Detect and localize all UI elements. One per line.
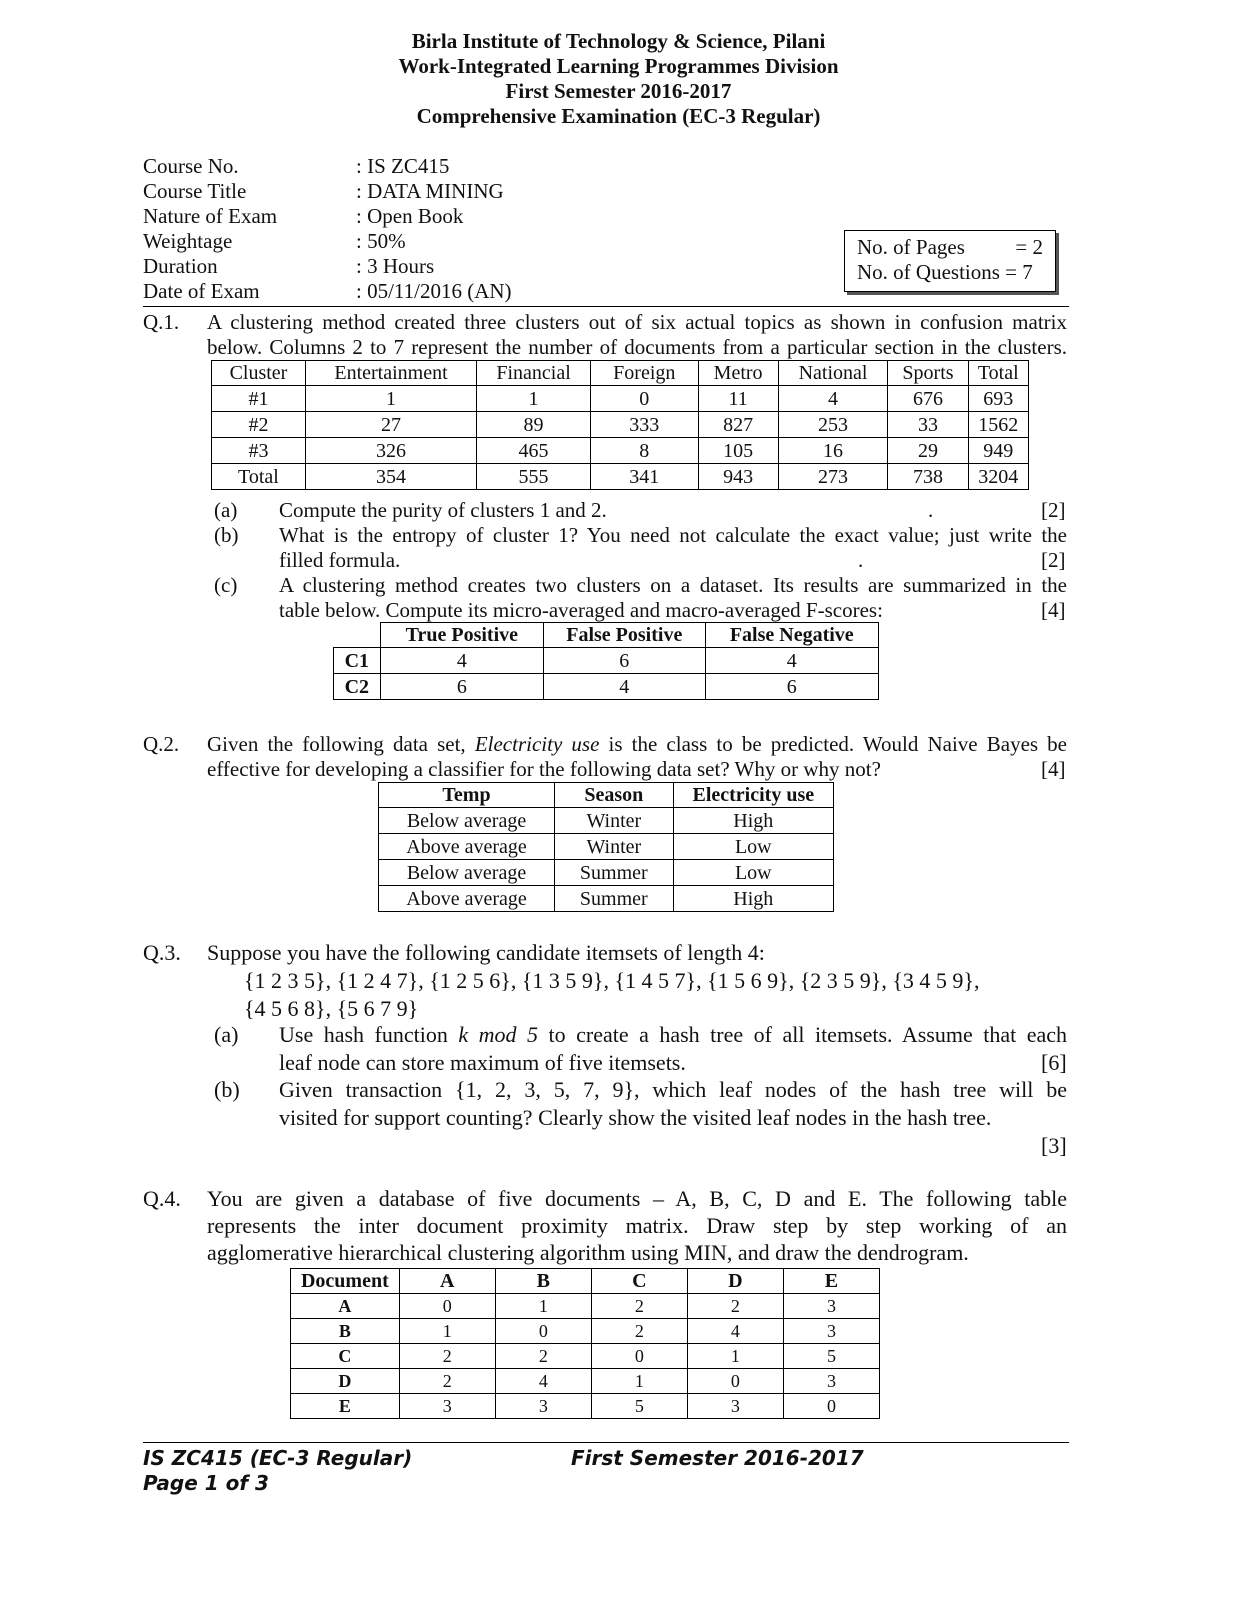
column-header: Foreign [590,361,698,386]
row-header-cell: Below average [379,860,555,886]
q4-line2: represents the inter document proximity matrix. Draw step by step working of an [207,1213,1067,1238]
table-cell: 1 [687,1344,783,1369]
row-header-cell: Below average [379,808,555,834]
table-row [291,1294,880,1319]
q3a-line1 [279,1022,1067,1047]
table-cell: 3 [783,1319,879,1344]
table-cell: 29 [888,438,968,464]
table-cell: 4 [495,1369,591,1394]
table-cell: 33 [888,412,968,438]
table-row [291,1369,880,1394]
table-cell: 4 [380,648,543,674]
table-cell: 949 [968,438,1028,464]
table-cell: 6 [380,674,543,700]
q1c-line2: table below. Compute its micro-averaged and macro-averaged F-scores: [279,598,883,622]
row-header-cell: Above average [379,834,555,860]
column-header: Electricity use [673,783,833,808]
q4-number: Q.4. [143,1186,181,1211]
q3-itemsets-2: {4 5 6 8}, {5 6 7 9} [244,996,419,1021]
info-row [143,229,643,254]
column-header: National [778,361,888,386]
table-cell: 8 [590,438,698,464]
table-cell: 0 [591,1344,687,1369]
table-cell: 89 [477,412,591,438]
column-header: Entertainment [305,361,476,386]
table-row [379,808,834,834]
row-header-cell: D [291,1369,400,1394]
row-header-cell: #3 [212,438,306,464]
table-cell: 1 [477,386,591,412]
q3a-line1-a: Use hash function [279,1022,459,1047]
q4-line1: You are given a database of five documents – A, B, C, D and E. The following table [207,1186,1067,1211]
info-row [143,204,643,229]
table-cell: Summer [555,860,674,886]
table-row [291,1394,880,1419]
q1c-label: (c) [214,573,238,597]
table-cell: 4 [778,386,888,412]
table-cell: 2 [591,1294,687,1319]
column-header: A [399,1269,495,1294]
q1a-text: Compute the purity of clusters 1 and 2. [279,498,607,522]
semester-title: First Semester 2016-2017 [505,79,732,103]
q3-line1: Suppose you have the following candidate itemsets of length 4: [207,940,765,965]
table-row [212,438,1029,464]
table-cell: 326 [305,438,476,464]
q1-number: Q.1. [143,310,180,334]
fscore-table-header [334,623,879,648]
q2-line1-b: is the class to be predicted. Would Naive Bayes be [599,732,1068,756]
info-value: : 50% [356,229,406,253]
table-cell: Summer [555,886,674,912]
q1b-line1: What is the entropy of cluster 1? You need not calculate the exact value; just write the [279,523,1067,547]
table-cell: 827 [698,412,778,438]
exam-title: Comprehensive Examination (EC-3 Regular) [416,104,821,128]
q1-line2: below. Columns 2 to 7 represent the number of documents from a particular section in the clusters. [207,335,1067,359]
q2-line1-a: Given the following data set, [207,732,475,756]
table-cell: 273 [778,464,888,490]
table-cell: 1 [495,1294,591,1319]
table-cell: Low [673,860,833,886]
column-header: Sports [888,361,968,386]
questions-label: No. of Questions = 7 [857,260,1033,284]
table-row [379,834,834,860]
table-cell: 2 [687,1294,783,1319]
table-cell: High [673,808,833,834]
column-header: Cluster [212,361,306,386]
table-cell: 0 [399,1294,495,1319]
table-cell: 555 [477,464,591,490]
q2-number: Q.2. [143,732,180,756]
table-cell: 0 [687,1369,783,1394]
fscore-table [333,622,879,700]
pages-value: = 2 [1015,235,1043,259]
column-header: Financial [477,361,591,386]
table-row [212,412,1029,438]
table-cell: 16 [778,438,888,464]
info-value: : IS ZC415 [356,154,450,178]
info-label: Nature of Exam [143,204,278,228]
table-row [212,464,1029,490]
q2-line1 [207,732,1067,757]
table-cell: 4 [544,674,705,700]
electricity-table [378,782,834,912]
row-header-cell: #1 [212,386,306,412]
proximity-matrix-table [290,1268,880,1419]
exam-header [0,29,1237,129]
info-value: : 3 Hours [356,254,435,278]
column-header: B [495,1269,591,1294]
table-cell: 2 [399,1344,495,1369]
table-cell: 11 [698,386,778,412]
table-cell: 738 [888,464,968,490]
row-header-cell: E [291,1394,400,1419]
q2-line2: effective for developing a classifier for the following data set? Why or why not? [207,757,881,781]
table-row [379,860,834,886]
q1b-dot: . [858,548,864,572]
table-cell: 3 [783,1369,879,1394]
confusion-matrix-table [211,360,1029,490]
info-label: Duration [143,254,218,278]
column-header: E [783,1269,879,1294]
q3b-line2: visited for support counting? Clearly show the visited leaf nodes in the hash tree. [279,1105,992,1130]
q1-line1: A clustering method created three clusters out of six actual topics as shown in confusion matrix [207,310,1067,334]
column-header: Season [555,783,674,808]
table-cell: 3 [399,1394,495,1419]
column-header: Temp [379,783,555,808]
info-row [143,279,643,304]
table-cell: 1 [591,1369,687,1394]
table-cell: 465 [477,438,591,464]
q3b-marks: [3] [1041,1133,1067,1158]
table-cell: High [673,886,833,912]
table-cell: 333 [590,412,698,438]
table-cell: 943 [698,464,778,490]
table-cell: 4 [705,648,879,674]
table-cell: 3 [495,1394,591,1419]
table-cell: Low [673,834,833,860]
info-row [143,179,643,204]
table-row [379,886,834,912]
table-cell: Winter [555,834,674,860]
row-header-cell: Total [212,464,306,490]
row-header-cell: B [291,1319,400,1344]
q1b-marks: [2] [1041,548,1066,572]
table-row [212,386,1029,412]
q3-number: Q.3. [143,940,181,965]
table-cell: 2 [591,1319,687,1344]
column-header: Total [968,361,1028,386]
table-cell: 5 [783,1344,879,1369]
q3a-marks: [6] [1041,1050,1067,1075]
table-cell: 1 [305,386,476,412]
q3-itemsets-1: {1 2 3 5}, {1 2 4 7}, {1 2 5 6}, {1 3 5 9}, {1 4 5 7}, {1 5 6 9}, {2 3 5 9}, {3 4 5 9}, [244,968,980,993]
column-header: Document [291,1269,400,1294]
course-info [143,154,643,304]
q3a-hash-function: k mod 5 [458,1022,538,1047]
table-cell: 253 [778,412,888,438]
footer-course: IS ZC415 (EC-3 Regular) [143,1446,413,1470]
q1a-label: (a) [214,498,238,522]
table-cell: 676 [888,386,968,412]
column-header: False Positive [544,623,705,648]
row-header-cell: C [291,1344,400,1369]
table-row [334,648,879,674]
table-cell: 2 [495,1344,591,1369]
q1c-line1: A clustering method creates two clusters on a dataset. Its results are summarized in the [279,573,1067,597]
table-cell: 0 [590,386,698,412]
column-header: D [687,1269,783,1294]
table-cell: 693 [968,386,1028,412]
table-cell: 3 [687,1394,783,1419]
electricity-table-header [379,783,834,808]
table-cell: 27 [305,412,476,438]
proximity-matrix-header [291,1269,880,1294]
table-row [291,1319,880,1344]
column-header: True Positive [380,623,543,648]
table-cell: 1562 [968,412,1028,438]
row-header-cell: Above average [379,886,555,912]
table-cell: 1 [399,1319,495,1344]
q3b-line1: Given transaction {1, 2, 3, 5, 7, 9}, which leaf nodes of the hash tree will be [279,1077,1067,1102]
q3b-label: (b) [214,1077,240,1102]
info-value: : Open Book [356,204,464,228]
table-cell: 354 [305,464,476,490]
column-header: False Negative [705,623,879,648]
footer-semester: First Semester 2016-2017 [571,1446,864,1470]
table-cell: 0 [495,1319,591,1344]
table-row [334,674,879,700]
table-cell: Winter [555,808,674,834]
table-cell: 4 [687,1319,783,1344]
row-header-cell: C2 [334,674,381,700]
q3a-line2: leaf node can store maximum of five itemsets. [279,1050,686,1075]
q1b-label: (b) [214,523,239,547]
q1b-line2: filled formula. [279,548,401,572]
table-cell: 3 [783,1294,879,1319]
row-header-cell: A [291,1294,400,1319]
q2-class-name: Electricity use [474,732,600,756]
row-header-cell: C1 [334,648,381,674]
info-label: Course Title [143,179,247,203]
column-header: Metro [698,361,778,386]
pages-label: No. of Pages [857,235,965,259]
table-cell: 341 [590,464,698,490]
division-name: Work-Integrated Learning Programmes Division [398,54,839,78]
info-label: Date of Exam [143,279,260,303]
footer-page: Page 1 of 3 [143,1471,269,1495]
info-row [143,254,643,279]
column-header: C [591,1269,687,1294]
table-cell: 0 [783,1394,879,1419]
table-cell: 2 [399,1369,495,1394]
column-header [334,623,381,648]
info-value: : DATA MINING [356,179,504,203]
page-count-box [844,230,1056,292]
table-cell: 6 [705,674,879,700]
table-cell: 5 [591,1394,687,1419]
info-value: : 05/11/2016 (AN) [356,279,512,303]
q2-marks: [4] [1041,757,1066,781]
info-row [143,154,643,179]
table-cell: 105 [698,438,778,464]
q1a-marks: [2] [1041,498,1066,522]
q3a-label: (a) [214,1022,239,1047]
institute-name: Birla Institute of Technology & Science, Pilani [411,29,826,53]
table-cell: 3204 [968,464,1028,490]
q1c-marks: [4] [1041,598,1066,622]
row-header-cell: #2 [212,412,306,438]
confusion-matrix-header [212,361,1029,386]
info-label: Course No. [143,154,239,178]
header-rule [143,306,1069,307]
q4-line3: agglomerative hierarchical clustering algorithm using MIN, and draw the dendrogram. [207,1240,969,1265]
q1a-dot: . [928,498,934,522]
table-row [291,1344,880,1369]
q3a-line1-b: to create a hash tree of all itemsets. Assume that each [538,1022,1067,1047]
table-cell: 6 [544,648,705,674]
info-label: Weightage [143,229,233,253]
footer-rule [143,1442,1069,1443]
